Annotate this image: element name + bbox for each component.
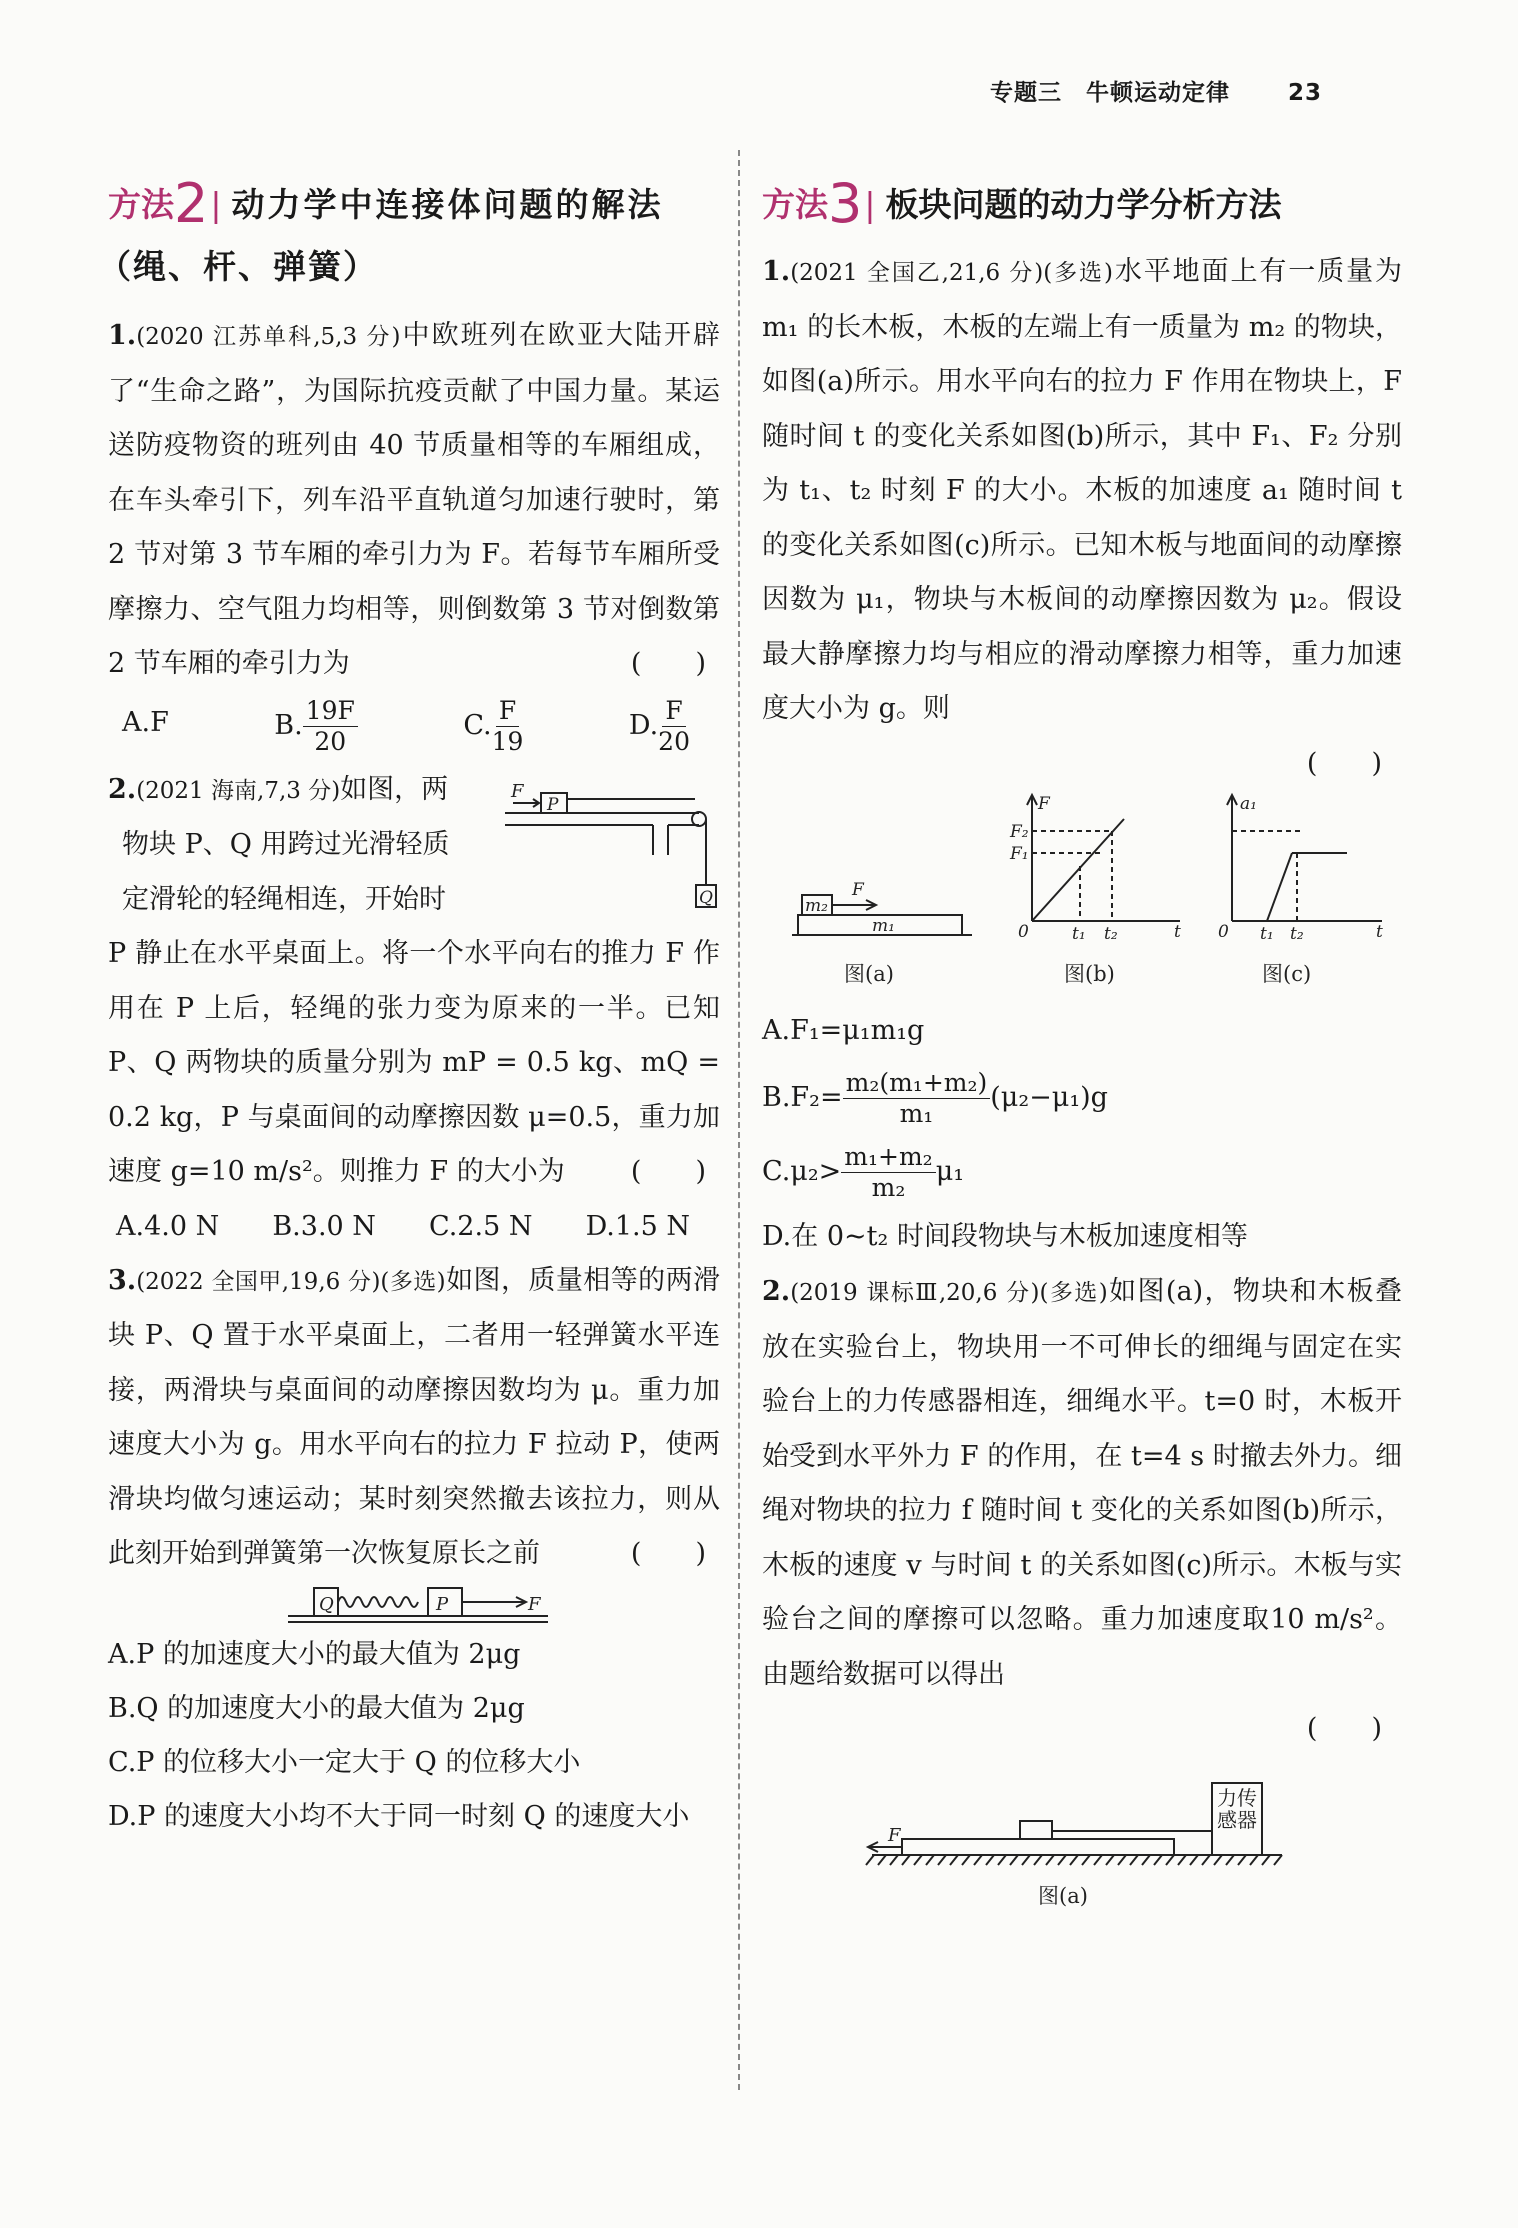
q2-options (108, 1200, 720, 1254)
q1-options (108, 696, 720, 757)
question-2: 2.(2021 海南,7,3 分)如图，两 物块 P、Q 用跨过光滑轻质 定滑轮的轻绳相连，开始时 P 静止在水平桌面上。将一个水平向右的推力 F 作用在 P 上后，轻绳的张力变为原来的一半。已知 P、Q 两物块的质量分别为 mP = 0.5 kg、mQ = 0.2 kg，P 与桌面间的动摩擦因数 μ=0.5，重力加速度 g=10 m/s²。则推力 F 的大小为 ( ) F P Q (108, 763, 720, 1200)
column-divider (738, 150, 740, 2090)
svg-text:m₂: m₂ (805, 896, 828, 917)
chapter-title: 专题三 牛顿运动定律 (990, 80, 1230, 106)
pulley-figure (503, 783, 723, 913)
question-1: 1.(2020 江苏单科,5,3 分)中欧班列在欧亚大陆开辟了“生命之路”，为国际抗疫贡献了中国力量。某运送防疫物资的班列由 40 节质量相等的车厢组成，在车头牵引下，列车沿平直轨道匀加速行驶时，第 2 节对第 3 节车厢的牵引力为 F。若每节车厢所受摩擦力、空气阻力均相等，则倒数第 3 节对倒数第 2 节车厢的牵引力为 ( ) (108, 309, 720, 692)
option-d: D. $\frac{F}{20}$ (628, 695, 690, 756)
svg-text:P: P (436, 1593, 449, 1615)
option-c: C. $\frac{F}{19}$ (463, 695, 524, 756)
option-b: B.Q 的加速度大小的最大值为 2μg (108, 1692, 525, 1724)
svg-text:t: t (1174, 922, 1181, 943)
option-d: D.1.5 N (585, 1210, 690, 1242)
running-header (990, 74, 1322, 107)
method-2-heading: 方法2| 动力学中连接体问题的解法 （绳、杆、弹簧） (98, 172, 664, 287)
question-1: 1.(2021 全国乙,21,6 分)(多选)水平地面上有一质量为 m₁ 的长木板，木板的左端上有一质量为 m₂ 的物块，如图(a)所示。用水平向右的拉力 F 作用在物块上，F 随时间 t 的变化关系如图(b)所示，其中 F₁、F₂ 分别为 t₁、t₂ 时刻 F 的大小。木板的加速度 a₁ 随时间 t 的变化关系如图(c)所示。已知木板与地面间的动摩擦因数为 μ₁，物块与木板间的动摩擦因数为 μ₂。假设最大静摩擦力均与相应的滑动摩擦力相等，重力加速度大小为 g。则 ( ) (762, 256, 1402, 779)
svg-text:m₁: m₁ (872, 916, 895, 937)
svg-text:图(a): 图(a) (1038, 1883, 1088, 1908)
option-b: B.F₂= $\frac{\text{m₂(m₁+m₂)}}{\text{m₁}}$ (μ₂−μ₁)g (762, 1068, 1108, 1129)
question-2: 2.(2019 课标Ⅲ,20,6 分)(多选)如图(a)，物块和木板叠放在实验台上，物块用一不可伸长的细绳与固定在实验台上的力传感器相连，细绳水平。t=0 时，木板开始受到水平外力 F 的作用，在 t=4 s 时撤去外力。细绳对物块的拉力 f 随时间 t 变化的关系如图(b)所示，木板的速度 v 与时间 t 的关系如图(c)所示。木板与实验台之间的摩擦可以忽略。重力加速度取10 m/s²。由题给数据可以得出 ( ) (762, 1276, 1403, 1745)
option-d: D.在 0~t₂ 时间段物块与木板加速度相等 (762, 1221, 1248, 1253)
svg-text:Q: Q (319, 1593, 334, 1615)
svg-text:Q: Q (699, 887, 713, 908)
svg-text:F₁: F₁ (1010, 844, 1029, 865)
svg-text:a₁: a₁ (1240, 794, 1257, 815)
svg-text:t: t (1376, 922, 1383, 943)
svg-text:F: F (528, 1593, 541, 1615)
option-c: C.μ₂> $\frac{\text{m₁+m₂}}{\text{m₂}}$ μ₁ (762, 1142, 965, 1203)
option-a: A.P 的加速度大小的最大值为 2μg (108, 1638, 521, 1670)
option-d: D.P 的速度大小均不大于同一时刻 Q 的速度大小 (108, 1800, 690, 1832)
question-3: 3.(2022 全国甲,19,6 分)(多选)如图，质量相等的两滑块 P、Q 置于水平桌面上，二者用一轻弹簧水平连接，两滑块与桌面间的动摩擦因数均为 μ。重力加速度大小为 g。用水平向右的拉力 F 拉动 P，使两滑块均做匀速运动；某时刻突然撤去该拉力，则从此刻开始到弹簧第一次恢复原长之前 ( ) (108, 1264, 721, 1570)
option-b: B.3.0 N (272, 1210, 376, 1242)
right-column (762, 165, 1402, 1917)
sensor-figure: F 力传感器 图(a) (762, 1757, 1402, 1917)
left-column (98, 165, 721, 1844)
option-a: A.F₁=μ₁m₁g (762, 1015, 925, 1047)
svg-text:图(b): 图(b) (1064, 962, 1115, 987)
svg-text:F₂: F₂ (1010, 822, 1029, 843)
option-a: A.4.0 N (116, 1210, 220, 1242)
svg-text:F: F (888, 1824, 901, 1846)
svg-text:0: 0 (1218, 922, 1229, 943)
option-c: C.P 的位移大小一定大于 Q 的位移大小 (108, 1746, 581, 1778)
svg-text:0: 0 (1018, 922, 1029, 943)
svg-text:P: P (547, 794, 559, 815)
svg-text:F: F (1038, 794, 1050, 815)
method-3-heading: 方法3| 板块问题的动力学分析方法 (762, 172, 1282, 235)
svg-text:图(a): 图(a) (844, 962, 894, 987)
svg-text:F: F (511, 782, 524, 802)
svg-text:t₁: t₁ (1260, 924, 1274, 945)
option-a: A.F (122, 706, 169, 738)
spring-blocks-figure (108, 1582, 720, 1628)
svg-text:F: F (852, 880, 864, 901)
option-b: B. $\frac{19F}{20}$ (274, 696, 358, 757)
q1-options (762, 1001, 1402, 1265)
svg-text:图(c): 图(c) (1262, 962, 1312, 987)
svg-text:t₂: t₂ (1104, 924, 1118, 945)
board-block-figures (762, 791, 1402, 991)
svg-text:t₁: t₁ (1072, 924, 1086, 945)
svg-text:t₂: t₂ (1290, 924, 1304, 945)
q3-options (108, 1628, 720, 1844)
page-number: 23 (1288, 80, 1323, 106)
option-c: C.2.5 N (429, 1210, 533, 1242)
answer-paren: ( ) (630, 648, 706, 680)
